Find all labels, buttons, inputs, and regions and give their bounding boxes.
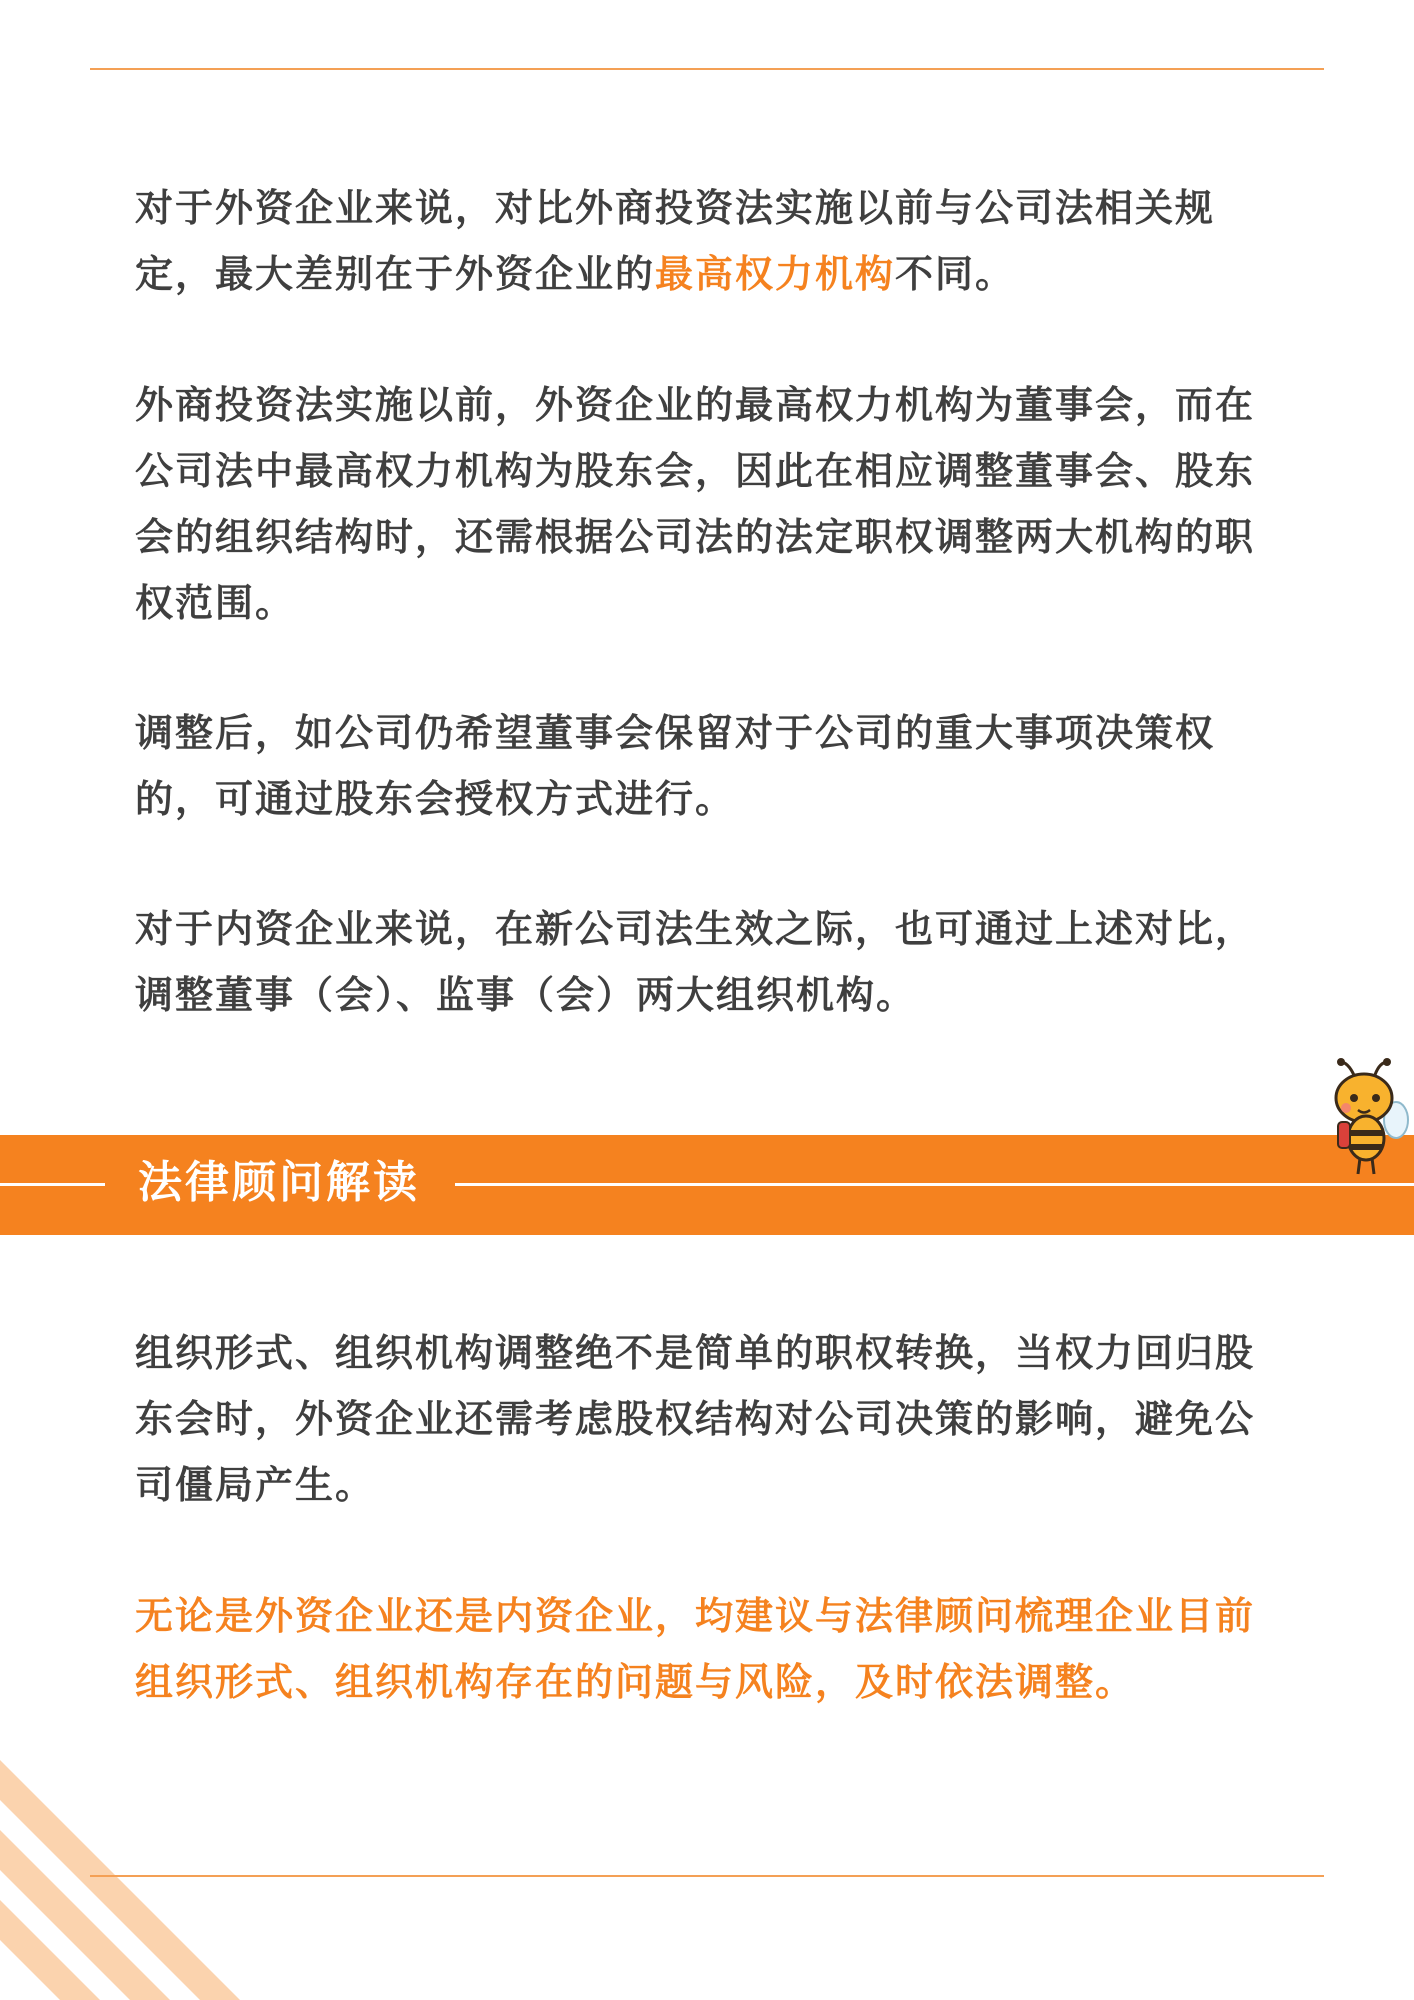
bottom-divider xyxy=(90,1875,1324,1877)
highlight-highest-authority: 最高权力机构 xyxy=(655,252,896,296)
paragraph-1 xyxy=(135,175,1285,307)
paragraph-1-text-end: 不同。 xyxy=(895,252,1016,296)
chevron-stripes-decoration xyxy=(0,1740,260,2000)
banner-line-left xyxy=(0,1183,105,1186)
bee-mascot-icon xyxy=(1318,1058,1414,1178)
section-banner xyxy=(0,1135,1414,1235)
top-divider xyxy=(90,68,1324,70)
section-title: 法律顾问解读 xyxy=(138,1157,420,1208)
paragraph-5: 组织形式、组织机构调整绝不是简单的职权转换，当权力回归股东会时，外资企业还需考虑股权结构对公司决策的影响，避免公司僵局产生。 xyxy=(135,1331,1256,1507)
paragraph-1-text-start: 对于外资企业来说，对比外商投资法实施以前与公司法相关规定，最大差别在于外资企业的 xyxy=(135,186,1216,296)
banner-line-right xyxy=(455,1183,1414,1186)
paragraph-2: 外商投资法实施以前，外资企业的最高权力机构为董事会，而在公司法中最高权力机构为股东会，因此在相应调整董事会、股东会的组织结构时，还需根据公司法的法定职权调整两大机构的职权范围。 xyxy=(135,383,1256,625)
paragraph-4: 对于内资企业来说，在新公司法生效之际，也可通过上述对比，调整董事（会）、监事（会）两大组织机构。 xyxy=(135,907,1256,1017)
paragraph-3: 调整后，如公司仍希望董事会保留对于公司的重大事项决策权的，可通过股东会授权方式进行。 xyxy=(135,711,1216,821)
paragraph-6-recommendation: 无论是外资企业还是内资企业，均建议与法律顾问梳理企业目前组织形式、组织机构存在的问题与风险，及时依法调整。 xyxy=(135,1594,1256,1704)
